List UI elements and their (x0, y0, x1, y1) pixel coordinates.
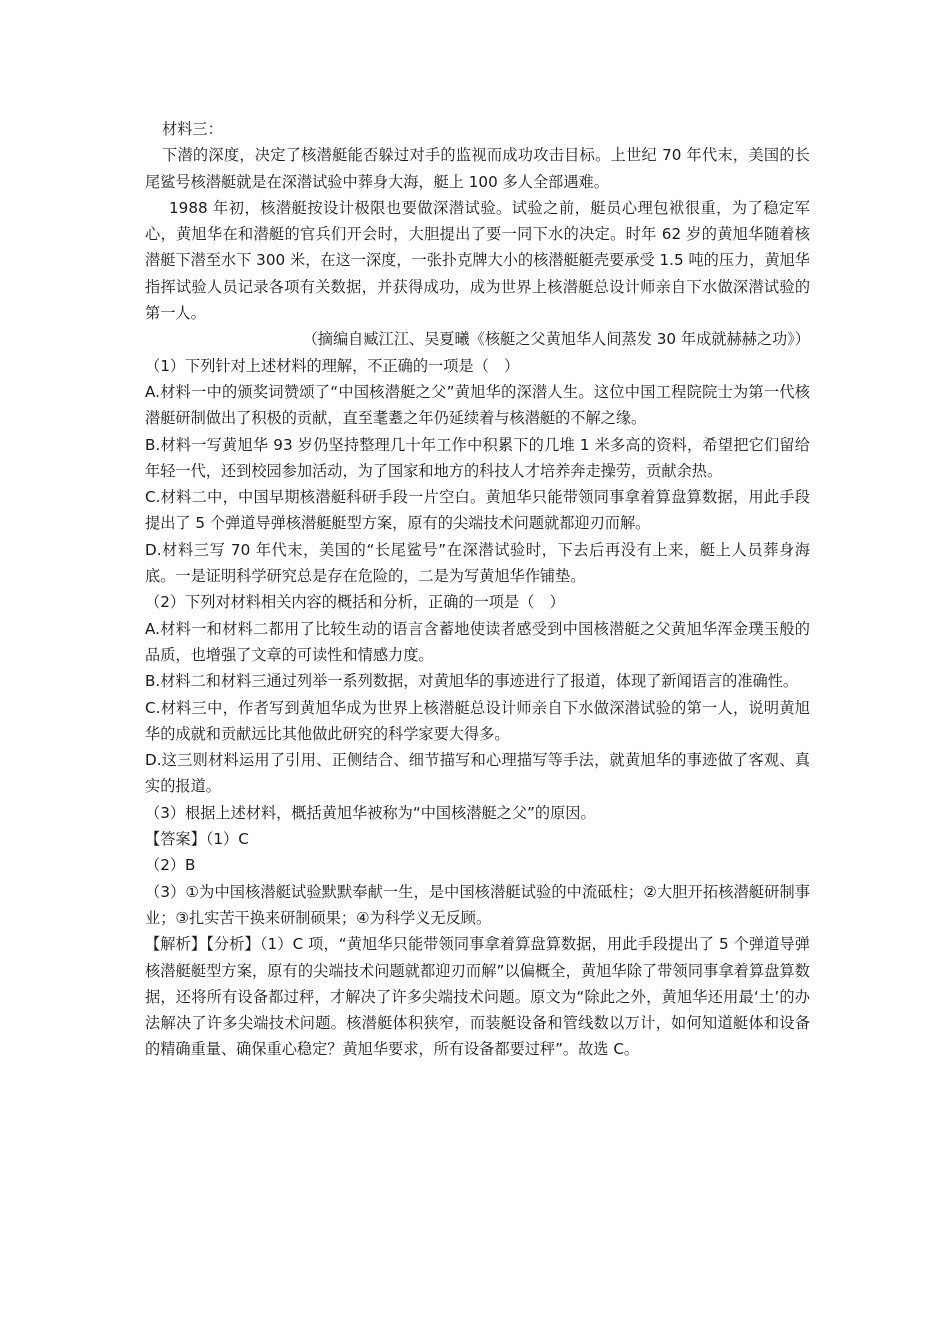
question2-option-b: B.材料二和材料三通过列举一系列数据，对黄旭华的事迹进行了报道，体现了新闻语言的准确性。 (145, 672, 799, 691)
question1-option-b: B.材料一写黄旭华 93 岁仍坚持整理几十年工作中积累下的几堆 1 米多高的资料，希望把它们留给年轻一代，还到校园参加活动，为了国家和地方的科技人才培养奔走操劳，贡献余热。 (145, 435, 810, 480)
answer-line-2: （2）B (145, 856, 196, 875)
material3-source: （摘编自臧江江、吴夏曦《核艇之父黄旭华人间蒸发 30 年成就赫赫之功》） (302, 330, 810, 349)
question3-stem: （3）根据上述材料，概括黄旭华被称为“中国核潜艇之父”的原因。 (145, 803, 596, 822)
material3-paragraph-1: 下潜的深度，决定了核潜艇能否躲过对手的监视而成功攻击目标。上世纪 70 年代末，美国的长尾鲨号核潜艇就是在深潜试验中葬身大海，艇上 100 多人全部遇难。 (145, 146, 810, 191)
document-body (145, 116, 810, 1063)
question2-option-d: D.这三则材料运用了引用、正侧结合、细节描写和心理描写等手法，就黄旭华的事迹做了客观、真实的报道。 (145, 751, 810, 796)
question2-stem: （2）下列对材料相关内容的概括和分析，正确的一项是（ ） (145, 593, 565, 612)
material3-heading: 材料三： (162, 120, 223, 138)
question2-option-c: C.材料三中，作者写到黄旭华成为世界上核潜艇总设计师亲自下水做深潜试验的第一人，说明黄旭华的成就和贡献远比其他做此研究的科学家要大得多。 (145, 698, 810, 743)
question1-stem: （1）下列针对上述材料的理解，不正确的一项是（ ） (145, 356, 520, 375)
answer-line-3: （3）①为中国核潜艇试验默默奉献一生，是中国核潜艇试验的中流砥柱；②大胆开拓核潜艇研制事业；③扎实苦干换来研制硕果；④为科学义无反顾。 (145, 882, 810, 927)
question2-option-a: A.材料一和材料二都用了比较生动的语言含蓄地使读者感受到中国核潜艇之父黄旭华浑金璞玉般的品质，也增强了文章的可读性和情感力度。 (145, 619, 810, 664)
analysis-text: 【解析】【分析】（1）C 项，“黄旭华只能带领同事拿着算盘算数据，用此手段提出了 5 个弹道导弹核潜艇艇型方案，原有的尖端技术问题就都迎刃而解”以偏概全，黄旭华除了带领同事拿着算盘算数据，还将所有设备都过秤，才解决了许多尖端技术问题。原文为“除此之外，黄旭华还用最‘土’的办法解决了许多尖端技术问题。核潜艇体积狭窄，而装艇设备和管线数以万计，如何知道艇体和设备的精确重量、确保重心稳定？黄旭华要求，所有设备都要过秤”。故选 C。 (145, 935, 810, 1059)
question1-option-a: A.材料一中的颁奖词赞颂了“中国核潜艇之父”黄旭华的深潜人生。这位中国工程院院士为第一代核潜艇研制做出了积极的贡献，直至耄耋之年仍延续着与核潜艇的不解之缘。 (145, 382, 810, 428)
material3-paragraph-2: 1988 年初，核潜艇按设计极限也要做深潜试验。试验之前，艇员心理包袱很重，为了稳定军心，黄旭华在和潜艇的官兵们开会时，大胆提出了要一同下水的决定。时年 62 岁的黄旭华随着核潜艇下潜至水下 300 米，在这一深度，一张扑克牌大小的核潜艇艇壳要承受 1.5 吨的压力，黄旭华指挥试验人员记录各项有关数据，并获得成功，成为世界上核潜艇总设计师亲自下水做深潜试验的第一人。 (145, 198, 810, 323)
answer-line-1: 【答案】（1）C (145, 830, 249, 849)
question1-option-d: D.材料三写 70 年代末，美国的“长尾鲨号”在深潜试验时，下去后再没有上来，艇上人员葬身海底。一是证明科学研究总是存在危险的，二是为写黄旭华作铺垫。 (145, 540, 810, 586)
question1-option-c: C.材料二中，中国早期核潜艇科研手段一片空白。黄旭华只能带领同事拿着算盘算数据，用此手段提出了 5 个弹道导弹核潜艇艇型方案，原有的尖端技术问题就都迎刃而解。 (145, 488, 810, 533)
